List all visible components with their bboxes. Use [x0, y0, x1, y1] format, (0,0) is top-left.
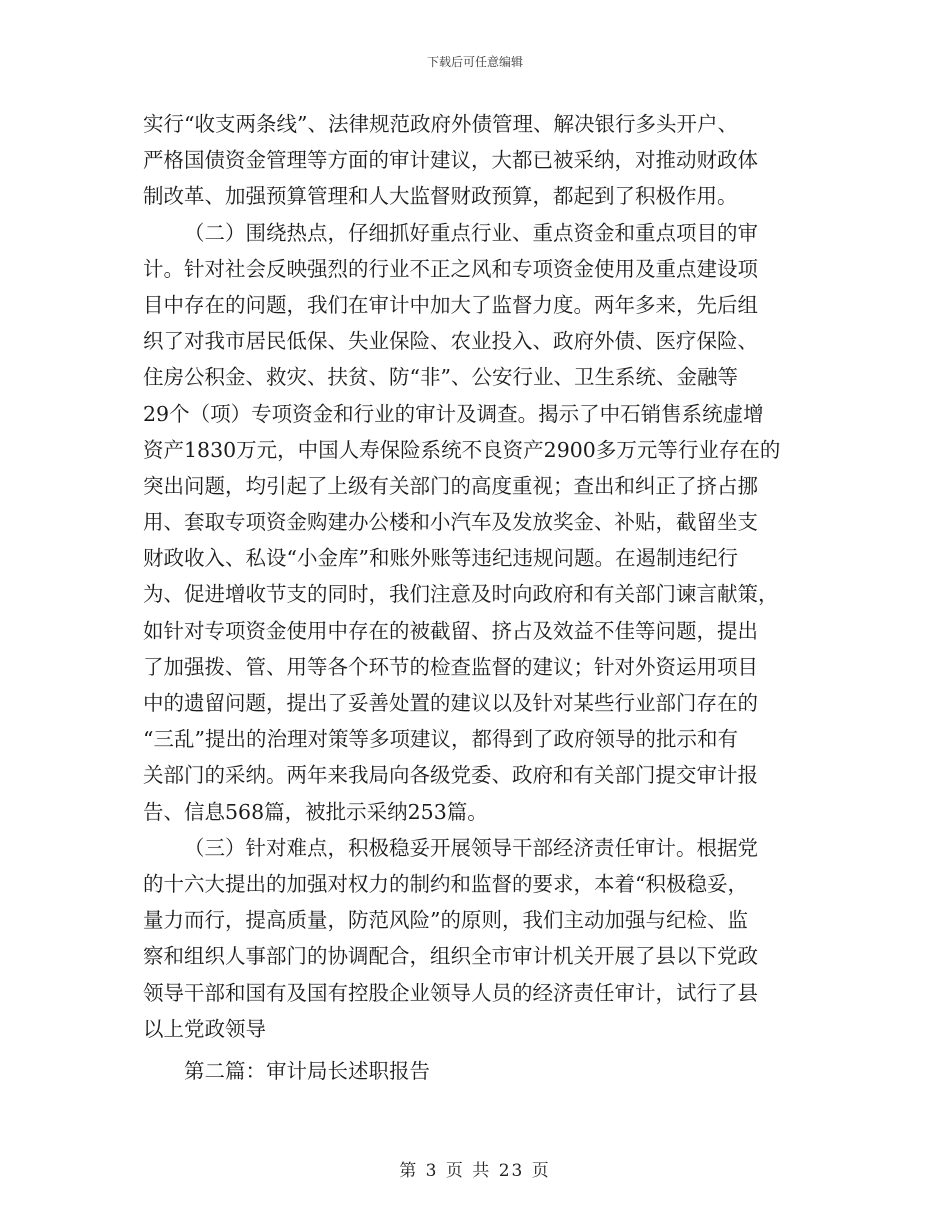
- paragraph-line: 制改革、加强预算管理和人大监督财政预算，都起到了积极作用。: [143, 184, 738, 209]
- paragraph-line: 了加强拨、管、用等各个环节的检查监督的建议；针对外资运用项目: [143, 654, 758, 679]
- paragraph-line: 告、信息568篇，被批示采纳253篇。: [143, 799, 488, 824]
- paragraph-line: 资产1830万元，中国人寿保险系统不良资产2900多万元等行业存在的: [143, 437, 781, 462]
- paragraph-line: （二）围绕热点，仔细抓好重点行业、重点资金和重点项目的审: [184, 220, 758, 245]
- paragraph-line: 的十六大提出的加强对权力的制约和监督的要求，本着“积极稳妥，: [143, 871, 748, 896]
- page-footer: 第 3 页 共 23 页: [399, 1161, 551, 1181]
- paragraph-line: 目中存在的问题，我们在审计中加大了监督力度。两年多来，先后组: [143, 292, 758, 317]
- paragraph-line: 29个（项）专项资金和行业的审计及调查。揭示了中石销售系统虚增: [143, 401, 764, 426]
- paragraph-line: 织了对我市居民低保、失业保险、农业投入、政府外债、医疗保险、: [143, 329, 758, 354]
- body-text: [143, 106, 815, 1089]
- page-header: 下载后可任意编辑: [426, 55, 523, 69]
- paragraph-line: 量力而行，提高质量，防范风险”的原则，我们主动加强与纪检、监: [143, 908, 748, 933]
- paragraph-line: 实行“收支两条线”、法律规范政府外债管理、解决银行多头开户、: [143, 112, 738, 136]
- paragraph-line: 严格国债资金管理等方面的审计建议，大都已被采纳，对推动财政体: [143, 148, 758, 173]
- paragraph-line: 突出问题，均引起了上级有关部门的高度重视；查出和纠正了挤占挪: [143, 473, 758, 498]
- paragraph-line: 关部门的采纳。两年来我局向各级党委、政府和有关部门提交审计报: [143, 763, 758, 788]
- paragraph-line: 住房公积金、救灾、扶贫、防“非”、公安行业、卫生系统、金融等: [143, 365, 738, 390]
- paragraph-line: “三乱”提出的治理对策等多项建议，都得到了政府领导的批示和有: [143, 727, 738, 752]
- paragraph-line: 计。针对社会反映强烈的行业不正之风和专项资金使用及重点建设项: [143, 256, 758, 281]
- paragraph-line: 察和组织人事部门的协调配合，组织全市审计机关开展了县以下党政: [143, 944, 758, 969]
- paragraph-line: 为、促进增收节支的同时，我们注意及时向政府和有关部门谏言献策，: [143, 582, 779, 607]
- paragraph-line: （三）针对难点，积极稳妥开展领导干部经济责任审计。根据党: [184, 835, 758, 860]
- paragraph-line: 如针对专项资金使用中存在的被截留、挤占及效益不佳等问题，提出: [143, 618, 758, 643]
- paragraph-line: 财政收入、私设“小金库”和账外账等违纪违规问题。在遏制违纪行: [143, 546, 738, 571]
- paragraph-line: 用、套取专项资金购建办公楼和小汽车及发放奖金、补贴，截留坐支: [143, 510, 758, 535]
- paragraph-line: 以上党政领导: [143, 1016, 266, 1041]
- section-heading: 第二篇：审计局长述职报告: [184, 1058, 430, 1083]
- paragraph-line: 领导干部和国有及国有控股企业领导人员的经济责任审计，试行了县: [143, 980, 758, 1005]
- paragraph-line: 中的遗留问题，提出了妥善处置的建议以及针对某些行业部门存在的: [143, 691, 758, 715]
